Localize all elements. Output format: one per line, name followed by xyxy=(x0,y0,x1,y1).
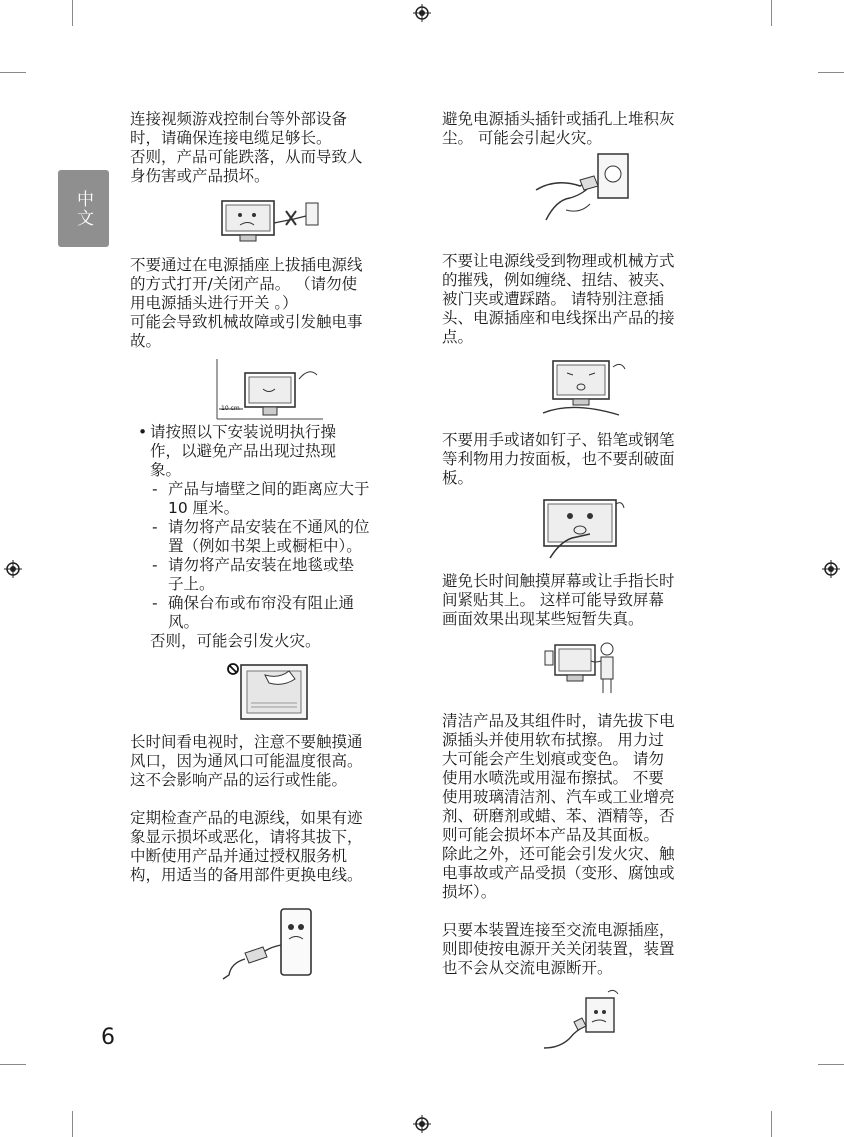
paragraph-check-power-cord xyxy=(130,809,410,885)
bullet-marker: • xyxy=(138,423,148,441)
text-line: 板。 xyxy=(442,469,474,487)
text-line: 不要通过在电源插座上拔插电源线 xyxy=(130,256,363,274)
text-line: 请按照以下安装说明执行操 xyxy=(150,423,337,441)
text-line: 避免电源插头插针或插孔上堆积灰 xyxy=(442,110,675,128)
text-line: 避免长时间触摸屏幕或让手指长时 xyxy=(442,572,675,590)
finger-press-screen-illustration-icon xyxy=(536,496,626,562)
text-line: 确保台布或布帘没有阻止通 xyxy=(168,594,355,612)
text-line: 10 厘米。 xyxy=(168,499,240,517)
left-column xyxy=(130,110,410,983)
text-line: 请勿将产品安装在地毯或垫 xyxy=(168,556,355,574)
text-line: 构，用适当的备用部件更换电线。 xyxy=(130,866,363,884)
text-line: 使用水喷洗或用湿布擦拭。 不要 xyxy=(442,769,664,787)
text-line: 可能会导致机械故障或引发触电事 xyxy=(130,313,363,331)
text-line: 被门夹或遭踩踏。 请特别注意插 xyxy=(442,290,664,308)
text-line: 这不会影响产品的运行或性能。 xyxy=(130,771,348,789)
tv-vent-no-touch-illustration-icon xyxy=(225,661,315,723)
registration-mark-icon xyxy=(4,560,22,578)
text-line: 电事故或产品受损（变形、腐蚀或 xyxy=(442,864,675,882)
crop-mark xyxy=(818,1064,844,1065)
text-line: 只要本装置连接至交流电源插座， xyxy=(442,921,675,939)
text-line: 的摧残，例如缠绕、扭结、被夹、 xyxy=(442,271,675,289)
crop-mark xyxy=(72,0,73,26)
text-line: 剂、研磨剂或蜡、苯、酒精等，否 xyxy=(442,807,675,825)
text-line: 时，请确保连接电缆足够长。 xyxy=(130,129,332,147)
text-line: 间紧贴其上。 这样可能导致屏幕 xyxy=(442,591,664,609)
otherwise-fire-warning: 否则，可能会引发火灾。 xyxy=(150,632,321,650)
crop-mark xyxy=(72,1111,73,1137)
text-line: 身伤害或产品损坏。 xyxy=(130,167,270,185)
language-tab xyxy=(58,170,109,247)
text-line: 象显示损坏或恶化，请将其拔下， xyxy=(130,828,363,846)
text-line: 子上。 xyxy=(168,575,215,593)
right-column xyxy=(442,110,720,1052)
text-line: 尘。 可能会引起火灾。 xyxy=(442,129,602,147)
text-line: 等利物用力按面板，也不要刮破面 xyxy=(442,450,675,468)
text-line: 定期检查产品的电源线，如果有迹 xyxy=(130,809,363,827)
distance-label: 10 cm xyxy=(221,405,240,412)
damaged-power-cord-illustration-icon xyxy=(215,905,325,983)
text-line: 请勿将产品安装在不通风的位 xyxy=(168,518,370,536)
sub-item xyxy=(130,594,410,632)
text-line: 不要让电源线受到物理或机械方式 xyxy=(442,252,675,270)
dash-marker: - xyxy=(152,480,158,498)
text-line: 置（例如书架上或橱柜中）。 xyxy=(168,537,362,555)
text-line: 除此之外，还可能会引发火灾、触 xyxy=(442,845,675,863)
text-line: 的方式打开/关闭产品。 （请勿使 xyxy=(130,275,358,293)
text-line: 点。 xyxy=(442,328,474,346)
tv-wall-distance-illustration xyxy=(215,359,325,421)
crop-mark xyxy=(0,1064,26,1065)
text-line: 否则，产品可能跌落，从而导致人 xyxy=(130,148,363,166)
paragraph-ac-disconnect xyxy=(442,921,720,978)
ac-outlet-plug-illustration-icon xyxy=(536,988,626,1052)
paragraph-press-panel xyxy=(442,431,720,488)
crop-mark xyxy=(771,1111,772,1137)
sub-item xyxy=(130,556,410,594)
text-line: 则即使按电源开关关闭装置，装置 xyxy=(442,940,675,958)
text-line: 作，以避免产品出现过热现 xyxy=(150,442,337,460)
paragraph-cleaning xyxy=(442,712,720,902)
bullet-installation-instructions xyxy=(130,423,410,480)
text-line: 使用玻璃清洁剂、汽车或工业增亮 xyxy=(442,788,675,806)
text-line: 产品与墙壁之间的距离应大于 xyxy=(168,480,370,498)
text-line: 中断使用产品并通过授权服务机 xyxy=(130,847,348,865)
text-line: 用电源插头进行开关 。） xyxy=(130,294,298,312)
text-line: 象。 xyxy=(150,461,182,479)
text-line: 连接视频游戏控制台等外部设备 xyxy=(130,110,348,128)
text-line: 大可能会产生划痕或变色。 请勿 xyxy=(442,750,664,768)
registration-mark-icon xyxy=(413,1115,431,1133)
plug-dust-illustration-icon xyxy=(526,150,636,230)
text-line: 不要用手或诸如钉子、铅笔或钢笔 xyxy=(442,431,675,449)
registration-mark-icon xyxy=(413,4,431,22)
sub-item xyxy=(130,518,410,556)
text-line: 损坏）。 xyxy=(442,883,497,901)
person-touching-tv-illustration-icon xyxy=(541,639,621,695)
paragraph-cord-damage xyxy=(442,252,720,347)
text-line: 长时间看电视时，注意不要触摸通 xyxy=(130,733,363,751)
crop-mark xyxy=(0,72,26,73)
text-line: 头、电源插座和电线探出产品的接 xyxy=(442,309,675,327)
paragraph-external-devices xyxy=(130,110,410,186)
paragraph-dust-plug xyxy=(442,110,720,148)
text-line: 故。 xyxy=(130,332,162,350)
tv-cable-pulled-illustration-icon xyxy=(220,197,320,245)
tv-cord-stepped-illustration-icon xyxy=(533,357,629,421)
registration-mark-icon xyxy=(822,560,840,578)
crop-mark xyxy=(771,0,772,26)
page-number: 6 xyxy=(101,1025,115,1050)
text-line: 源插头并使用软布拭擦。 用力过 xyxy=(442,731,664,749)
text-line: 风口，因为通风口可能温度很高。 xyxy=(130,752,363,770)
dash-marker: - xyxy=(152,594,158,612)
text-line: 风。 xyxy=(168,613,200,631)
language-tab-label: 中文 xyxy=(73,189,93,228)
dash-marker: - xyxy=(152,556,158,574)
paragraph-vent-heat xyxy=(130,733,410,790)
text-line: 清洁产品及其组件时，请先拔下电 xyxy=(442,712,675,730)
paragraph-power-cord-switch xyxy=(130,256,410,351)
text-line: 则可能会损坏本产品及其面板。 xyxy=(442,826,660,844)
dash-marker: - xyxy=(152,518,158,536)
text-line: 画面效果出现某些短暂失真。 xyxy=(442,610,644,628)
sub-item xyxy=(130,480,410,518)
paragraph-touch-screen xyxy=(442,572,720,629)
text-line: 也不会从交流电源断开。 xyxy=(442,959,613,977)
crop-mark xyxy=(818,72,844,73)
